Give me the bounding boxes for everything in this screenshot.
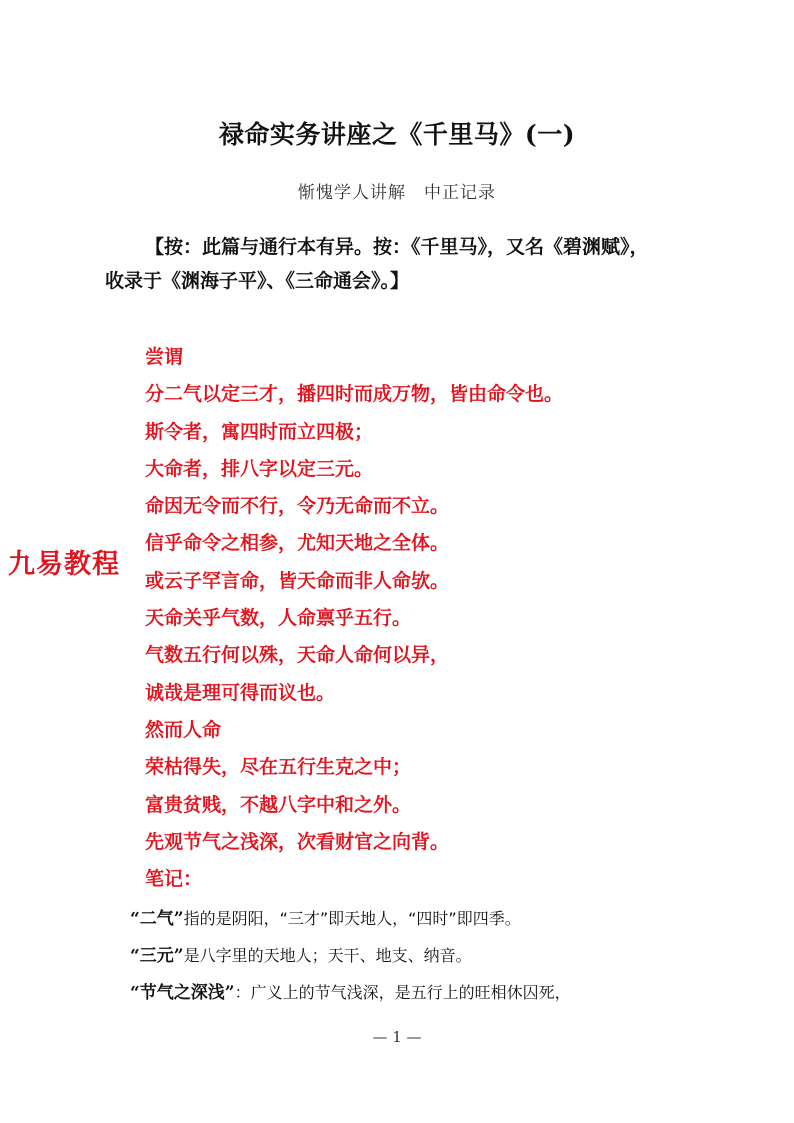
verse-line: 气数五行何以殊，天命人命何以异， [145, 644, 450, 667]
note-text: 是八字里的天地人；天干、地支、纳音。 [183, 946, 472, 965]
note-term: “节气之深浅” [130, 983, 235, 1003]
notes-body [130, 900, 710, 1011]
verse-line: 诚哉是理可得而议也。 [145, 681, 336, 704]
verse-line: 尝谓 [145, 346, 184, 368]
verse-line: 斯令者，寓四时而立四极； [145, 420, 374, 443]
verse-line: 富贵贫贱，不越八字中和之外。 [145, 793, 412, 816]
editor-note-line-1: 【按：此篇与通行本有异。按：《千里马》，又名《碧渊赋》， [145, 236, 649, 258]
verse-line: 或云子罕言命，皆天命而非人命欤。 [145, 569, 450, 592]
note-text: ：广义上的节气浅深，是五行上的旺相休囚死， [234, 983, 571, 1002]
editor-note [105, 230, 675, 298]
verse-line: 分二气以定三才，播四时而成万物，皆由命令也。 [145, 383, 564, 406]
note-row [130, 900, 710, 937]
page-subtitle: 惭愧学人讲解 中正记录 [298, 183, 496, 203]
note-term: “二气” [130, 909, 184, 929]
page-title: 禄命实务讲座之《千里马》(一) [218, 120, 576, 149]
notes-heading: 笔记： [145, 868, 203, 891]
verse-block [145, 339, 685, 898]
verse-line: 荣枯得失，尽在五行生克之中； [145, 756, 412, 779]
verse-line: 信乎命令之相参，尤知天地之全体。 [145, 532, 450, 555]
note-row [130, 974, 710, 1011]
verse-line: 大命者，排八字以定三元。 [145, 457, 374, 480]
note-term: “三元” [130, 946, 184, 966]
verse-line: 命因无令而不行，令乃无命而不立。 [145, 495, 450, 518]
watermark: 九易教程 [8, 549, 120, 580]
note-text: 指的是阴阳，“三才”即天地人，“四时”即四季。 [183, 909, 521, 928]
note-row [130, 937, 710, 974]
verse-line: 先观节气之浅深，次看财官之向背。 [145, 830, 450, 853]
editor-note-line-2: 收录于《渊海子平》、《三命通会》。】 [105, 270, 410, 292]
verse-line: 天命关乎气数，人命禀乎五行。 [145, 607, 412, 630]
verse-line: 然而人命 [145, 718, 222, 741]
page-number: — 1 — [372, 1028, 422, 1046]
